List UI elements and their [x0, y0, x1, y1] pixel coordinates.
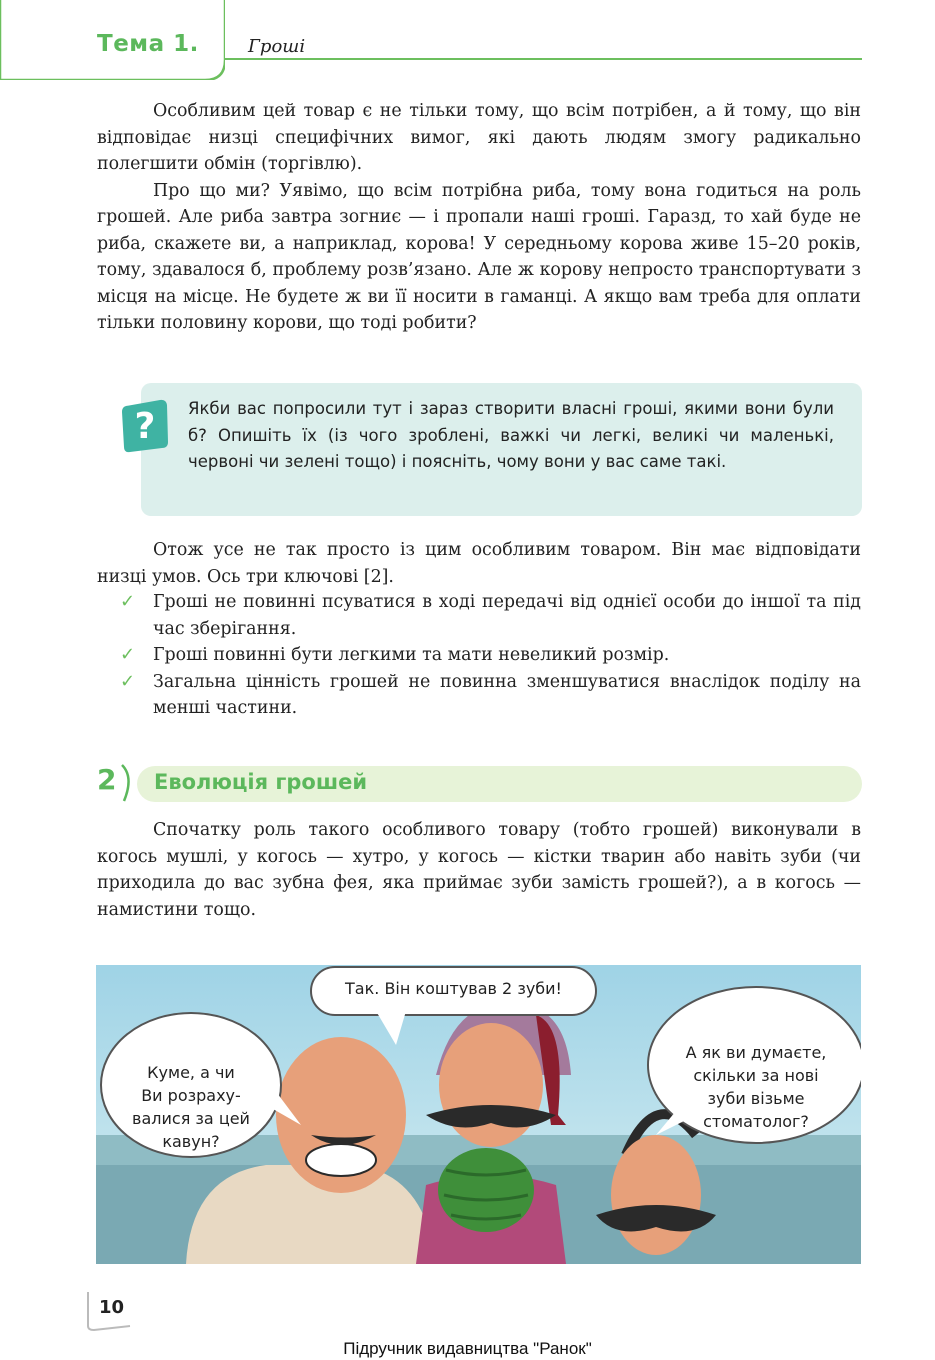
page-number: 10	[99, 1297, 125, 1318]
section-text	[97, 817, 861, 923]
conditions-intro-block	[97, 537, 861, 590]
section-title: Еволюція грошей	[154, 770, 368, 794]
conditions-intro: Отож усе не так просто із цим особливим товаром. Він має відповідати низці умов. Ось три ключові [2].	[97, 540, 861, 587]
publisher-footer: Підручник видавництва "Ранок"	[343, 1339, 592, 1358]
header-rule	[225, 58, 862, 60]
svg-text:?: ?	[134, 406, 156, 447]
checkmark-icon: ✓	[120, 670, 136, 692]
topic-title: Гроші	[248, 36, 306, 57]
section-bracket	[118, 763, 138, 803]
checkmark-icon: ✓	[120, 591, 136, 612]
intro-paragraph-2: Про що ми? Уявімо, що всім потрібна риба, тому вона годиться на роль грошей. Але риба завтра зогниє — і пропали наші гроші. Гаразд, то хай буде не риба, скажете ви, а наприклад, корова! У середньому корова живе 15–20 років, тому, здавалося б, проблему розв’язано. Але ж корову непросто транспортувати з місця на місце. Не будете ж ви її носити в гаманці. А якщо вам треба для оплати тільки половину корови, що тоді робити?	[97, 180, 861, 333]
section-number: 2	[97, 763, 117, 796]
intro-paragraph-1: Особливим цей товар є не тільки тому, що всім потрібен, а й тому, що він відповідає низці специфічних вимог, які дають людям змогу радикально полегшити обмін (торгівлю).	[97, 101, 861, 174]
list-item	[97, 669, 861, 722]
conditions-list	[97, 589, 861, 722]
speech-bubble-left: Куме, а чи Ви розраху- валися за цей кавун?	[132, 1063, 250, 1151]
speech-bubble-right: А як ви думаєте, скільки за нові зуби візьме стоматолог?	[685, 1043, 827, 1131]
checkmark-icon: ✓	[120, 644, 136, 665]
section-paragraph: Спочатку роль такого особливого товару (тобто грошей) виконували в когось мушлі, у когось — хутро, у когось — кістки тварин або навіть зуби (чи приходила до вас зубна фея, яка приймає зуби замість грошей?), а в когось — намистини тощо.	[97, 820, 861, 920]
list-item-text: Гроші не повинні псуватися в ході передачі від однієї особи до іншої та під час зберігання.	[153, 592, 861, 639]
intro-text	[97, 98, 861, 337]
list-item	[97, 642, 861, 669]
theme-label: Тема 1.	[97, 31, 199, 57]
question-icon	[120, 398, 170, 454]
list-item-text: Загальна цінність грошей не повинна зменшуватися внаслідок поділу на менші частини.	[153, 671, 861, 718]
question-text: Якби вас попросили тут і зараз створити власні гроші, якими вони були б? Опишіть їх (із чого зроблені, важкі чи легкі, великі чи маленькі, червоні чи зелені тощо) і поясніть, чому вони у вас саме такі.	[188, 399, 834, 471]
list-item	[97, 589, 861, 642]
speech-bubble-center: Так. Він коштував 2 зуби!	[345, 979, 562, 998]
comic-illustration	[96, 965, 861, 1264]
list-item-text: Гроші повинні бути легкими та мати невеликий розмір.	[153, 645, 670, 665]
